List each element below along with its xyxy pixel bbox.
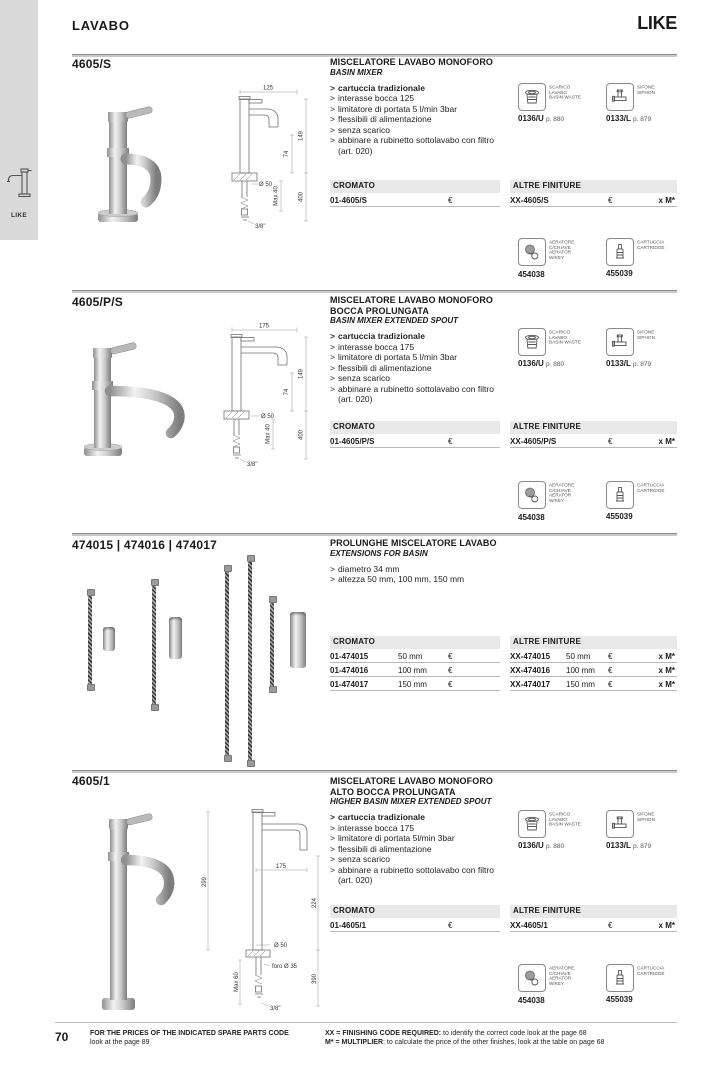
feature: > interasse bocca 175 [330,342,510,353]
multiplier: x M* [658,196,675,205]
technical-drawing [198,798,333,1016]
dim-label: 175 [258,323,270,330]
table-header: ALTRE FINITURE [510,905,677,918]
table-row [330,193,500,207]
multiplier: x M* [658,652,675,661]
dim-label: 400 [298,191,305,203]
product-subtitle: EXTENSIONS FOR BASIN [330,548,428,558]
aerator-key-icon [518,238,546,266]
accessory-code: 0133/L [606,114,631,123]
product-code: 4605/1 [72,774,110,788]
accessory-code: 454038 [518,513,545,522]
accessory-label-it: SIFONE [637,330,655,336]
table-header: ALTRE FINITURE [510,636,677,649]
product-title: PROLUNGHE MISCELATORE LAVABO [330,538,497,548]
multiplier: x M* [658,437,675,446]
accessory-siphon [606,83,682,123]
hose-photo [248,561,252,761]
cartridge-icon [606,481,634,509]
price: € [448,437,453,446]
siphon-icon [606,328,634,356]
accessory-label-it: SCARICO LAVABO [549,812,571,823]
dim-label: 149 [298,130,305,142]
article-code: 01-4605/P/S [330,437,375,446]
siphon-icon [606,83,634,111]
accessory-label-it: AERATORE C/CHIAVE [549,240,575,251]
hose-photo [88,595,92,685]
article-code: 01-474017 [330,680,369,689]
table-row [510,663,677,677]
accessory-page: p. 879 [633,843,652,850]
accessory-code: 455039 [606,995,633,1004]
basin-waste-icon [518,810,546,838]
feature: > limitatore di portata 5 l/min 3bar [330,104,510,115]
article-code: XX-474015 [510,652,551,661]
accessory-code: 0133/L [606,359,631,368]
page-category: LAVABO [72,18,130,33]
divider [55,1022,677,1023]
article-code: XX-4605/P/S [510,437,557,446]
hose-photo [270,602,274,687]
article-code: XX-474017 [510,680,551,689]
product-subtitle: HIGHER BASIN MIXER EXTENDED SPOUT [330,797,492,806]
accessory-label-it: SIFONE [637,812,655,818]
spare-cartridge [606,481,682,522]
price-table-finishes [510,905,677,932]
accessory-label-it: CARTUCCIA [637,966,665,972]
dim-label: 390 [312,973,318,985]
table-row [330,434,500,448]
feature: > flessibili di alimentazione [330,844,510,855]
price-table-finishes [510,180,677,207]
size: 100 mm [398,666,427,675]
dim-label: 224 [312,897,318,909]
accessory-page: p. 880 [546,843,565,850]
dim-label: Ø 50 [259,182,273,188]
accessory-row [518,810,682,850]
feature: > senza scarico [330,125,510,136]
feature: > senza scarico [330,854,510,865]
dim-label: 299 [202,876,208,888]
accessory-siphon [606,328,682,368]
product-photo [78,91,183,229]
spare-aerator [518,964,594,1005]
feature: > abbinare a rubinetto sottolavabo con filtro (art. 020) [330,865,510,886]
table-row [510,649,677,663]
accessory-label-en: SIPHON [637,335,655,341]
product-section-4605s [0,55,712,290]
dim-label: Max 60 [234,972,240,992]
accessory-label-it: AERATORE C/CHIAVE [549,483,575,494]
hose-photo [225,571,229,756]
product-title: MISCELATORE LAVABO MONOFORO BOCCA PROLUNGATA [330,295,494,316]
footer-note-rest: look at the page 89 [90,1039,150,1046]
footer-legend [325,1029,680,1047]
price: € [608,196,613,205]
table-header: CROMATO [330,180,500,193]
product-subtitle: BASIN MIXER EXTENDED SPOUT [330,316,459,325]
aerator-key-icon [518,481,546,509]
technical-drawing [196,321,321,469]
feature: > diametro 34 mm [330,564,510,575]
multiplier: x M* [658,666,675,675]
accessory-label-en: AERATOR W/KEY [549,493,572,504]
price: € [448,680,453,689]
product-code: 474015 | 474016 | 474017 [72,538,217,552]
product-subtitle: BASIN MIXER [330,67,383,77]
dim-label: 74 [284,150,290,158]
product-photo [74,329,214,469]
spare-parts-row [518,238,682,279]
product-photo [80,798,185,1016]
feature: > altezza 50 mm, 100 mm, 150 mm [330,574,510,585]
page-number: 70 [55,1030,69,1044]
accessory-waste [518,328,594,368]
accessory-label-en: SIPHON [637,90,655,96]
table-header: ALTRE FINITURE [510,421,677,434]
dim-label: 125 [262,85,274,92]
dim-label: 400 [298,429,305,441]
product-section-4605ps [0,293,712,533]
hose-photo [152,585,156,705]
article-code: XX-4605/1 [510,921,548,930]
basin-waste-icon [518,328,546,356]
dim-label: 74 [284,388,290,396]
table-header: ALTRE FINITURE [510,180,677,193]
product-section-46051 [0,772,712,1022]
extension-photo [290,612,306,668]
accessory-row [518,83,682,123]
product-info [330,538,510,585]
siphon-icon [606,810,634,838]
accessory-page: p. 880 [546,116,565,123]
extension-photo [169,617,182,659]
accessory-label-en: CARTRIDGE [637,488,665,494]
product-title: MISCELATORE LAVABO MONOFORO ALTO BOCCA PROLUNGATA [330,776,494,797]
price-table-finishes [510,421,677,448]
dim-label: Ø 50 [261,414,275,420]
table-header: CROMATO [330,905,500,918]
accessory-label-en: SIPHON [637,817,655,823]
accessory-label-it: SIFONE [637,85,655,91]
accessory-label-en: CARTRIDGE [637,971,665,977]
footer-note-bold: FOR THE PRICES OF THE INDICATED SPARE PARTS CODE [90,1030,289,1037]
product-info [330,57,510,156]
cartridge-icon [606,238,634,266]
sidebar-collection-label: LIKE [10,212,27,219]
price: € [448,652,453,661]
article-code: 01-4605/1 [330,921,367,930]
dim-label: 3/8" [255,224,266,230]
accessory-waste [518,83,594,123]
size: 50 mm [398,652,423,661]
dim-label: 175 [275,864,287,870]
table-row [330,649,500,663]
accessory-code: 454038 [518,270,545,279]
table-row [330,663,500,677]
product-code: 4605/S [72,57,112,71]
table-row [510,918,677,932]
legend-xx-bold: XX = FINISHING CODE REQUIRED: [325,1030,442,1037]
spare-parts-row [518,481,682,522]
dim-label: Max 40 [273,186,280,206]
feature: > flessibili di alimentazione [330,114,510,125]
accessory-label-it: SCARICO LAVABO [549,85,571,96]
table-row [510,677,677,691]
accessory-label-en: AERATOR W/KEY [549,250,572,261]
accessory-label-it: CARTUCCIA [637,240,665,246]
price: € [608,680,613,689]
spare-cartridge [606,964,682,1005]
feature: > interasse bocca 175 [330,823,510,834]
price: € [608,921,613,930]
accessory-code: 455039 [606,512,633,521]
accessory-code: 0133/L [606,841,631,850]
table-row [330,677,500,691]
accessory-code: 0136/U [518,359,544,368]
feature: > cartuccia tradizionale [330,812,510,823]
accessory-code: 0136/U [518,841,544,850]
multiplier: x M* [658,680,675,689]
legend-xx-rest: to identify the correct code look at the page 68 [441,1030,587,1037]
price: € [448,921,453,930]
basin-waste-icon [518,83,546,111]
size: 50 mm [566,652,591,661]
legend-m-rest: : to calculate the price of the other finishes, look at the table on page 68 [383,1039,605,1046]
accessory-page: p. 879 [633,361,652,368]
feature: > interasse bocca 125 [330,93,510,104]
aerator-key-icon [518,964,546,992]
dim-label: 3/8" [247,462,258,468]
collection-name: LIKE [637,13,677,33]
accessory-label-en: CARTRIDGE [637,245,665,251]
article-code: 01-4605/S [330,196,367,205]
spare-aerator [518,481,594,522]
size: 150 mm [398,680,427,689]
accessory-label-it: SCARICO LAVABO [549,330,571,341]
dim-label: Max 40 [265,424,272,444]
product-section-extensions [0,536,712,768]
accessory-label-it: AERATORE C/CHIAVE [549,966,575,977]
price: € [608,666,613,675]
article-code: XX-4605/S [510,196,549,205]
feature: > senza scarico [330,373,510,384]
price-table-cromato [330,421,500,448]
product-title: MISCELATORE LAVABO MONOFORO [330,57,494,67]
feature: > cartuccia tradizionale [330,83,510,94]
dim-label: foro Ø 35 [272,964,298,970]
technical-drawing [196,83,321,231]
product-info [330,776,510,886]
price: € [448,666,453,675]
price: € [608,437,613,446]
feature: > flessibili di alimentazione [330,363,510,374]
size: 100 mm [566,666,595,675]
table-row [510,434,677,448]
accessory-label-en: BASIN WASTE [549,95,581,101]
price-table-cromato [330,180,500,207]
cartridge-icon [606,964,634,992]
feature: > limitatore di portata 5 l/min 3bar [330,352,510,363]
spare-parts-row [518,964,682,1005]
accessory-row [518,328,682,368]
footer-spare-parts-note [90,1029,325,1047]
article-code: 01-474016 [330,666,369,675]
spare-cartridge [606,238,682,279]
accessory-code: 455039 [606,269,633,278]
accessory-page: p. 879 [633,116,652,123]
price: € [448,196,453,205]
price: € [608,652,613,661]
price-table-finishes [510,636,677,691]
table-header: CROMATO [330,636,500,649]
dim-label: Ø 50 [274,943,288,949]
feature: > abbinare a rubinetto sottolavabo con filtro (art. 020) [330,384,510,405]
table-header: CROMATO [330,421,500,434]
dim-label: 149 [298,368,305,380]
accessory-label-en: BASIN WASTE [549,822,581,828]
price-table-cromato [330,905,500,932]
table-row [330,918,500,932]
legend-m-bold: M* = MULTIPLIER [325,1039,384,1046]
accessory-code: 0136/U [518,114,544,123]
feature: > cartuccia tradizionale [330,331,510,342]
accessory-label-en: AERATOR W/KEY [549,976,572,987]
table-row [510,193,677,207]
accessory-waste [518,810,594,850]
accessory-code: 454038 [518,996,545,1005]
spare-aerator [518,238,594,279]
accessory-label-en: BASIN WASTE [549,340,581,346]
article-code: XX-474016 [510,666,551,675]
accessory-siphon [606,810,682,850]
article-code: 01-474015 [330,652,369,661]
product-code: 4605/P/S [72,295,123,309]
multiplier: x M* [658,921,675,930]
feature: > abbinare a rubinetto sottolavabo con filtro (art. 020) [330,135,510,156]
dim-label: 3/8" [270,1006,281,1012]
product-info [330,295,510,405]
price-table-cromato [330,636,500,691]
accessory-page: p. 880 [546,361,565,368]
extension-photo [103,627,115,651]
size: 150 mm [566,680,595,689]
feature: > limitatore di portata 5l/min 3bar [330,833,510,844]
accessory-label-it: CARTUCCIA [637,483,665,489]
